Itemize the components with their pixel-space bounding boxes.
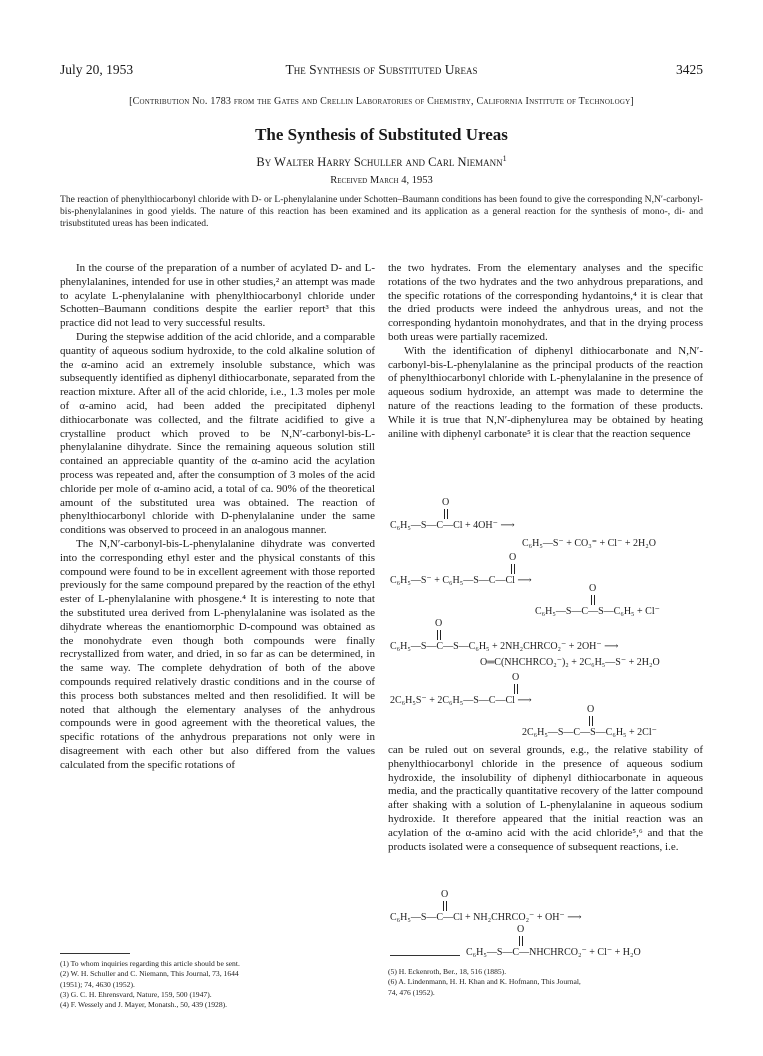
right-column (388, 262, 703, 441)
footnote: (4) F. Wessely and J. Mayer, Monatsh., 50, 439 (1928). (60, 1000, 228, 1010)
equation-5-rule (390, 955, 460, 956)
footnotes-right (388, 967, 581, 998)
carbonyl-oxygen: O (509, 552, 517, 563)
paragraph: During the stepwise addition of the acid chloride, and a comparable quantity of aqueous sodium hydroxide, to the cold alkaline solution of the α-amino acid an extremely insoluble substance, which was subsequently identified as diphenyl dithiocarbonate, separated from the reaction mixture. After all of the acid chloride, i.e., 1.3 moles per mole of α-amino acid, had been added the precipitated diphenyl dithiocarbonate was collected, and the filtrate acidified to give a crystalline product which proved to be N,N′-carbonyl-bis-L-phenylalanine dihydrate. Since the remaining aqueous solution still contained an appreciable quantity of the α-amino acid the acylation process was repeated and, after the consumption of 3 moles of the acid chloride per mole of α-amino acid, a total of ca. 90% of the theoretical amount of the substituted urea was obtained. The reaction of phenylthiocarbonyl chloride with D-phenylalanine under the same conditions was observed to proceed in an analogous manner. (60, 330, 375, 537)
footnote: (6) A. Lindenmann, H. H. Khan and K. Hofmann, This Journal, (388, 977, 581, 987)
equation-1-products: C₆H₅—S⁻ + CO₃⁼ + Cl⁻ + 2H₂O (522, 538, 656, 549)
left-column (60, 262, 375, 772)
equation-2-reactants: C₆H₅—S⁻ + C₆H₅—S—C—Cl ⟶ (390, 575, 532, 586)
equation-4-products: 2C₆H₅—S—C—S—C₆H₅ + 2Cl⁻ (522, 727, 657, 738)
carbonyl-oxygen: O (442, 497, 450, 508)
footnote: (3) G. C. H. Ehrensvard, Nature, 159, 500 (1947). (60, 989, 212, 999)
carbonyl-oxygen: O (441, 889, 449, 900)
carbonyl-oxygen: O (587, 704, 595, 715)
equation-1-reactants: C₆H₅—S—C—Cl + 4OH⁻ ⟶ (390, 520, 515, 531)
equation-3-reactants: C₆H₅—S—C—S—C₆H₅ + 2NH₂CHRCO₂⁻ + 2OH⁻ ⟶ (390, 641, 619, 652)
footnote: (1951); 74, 4630 (1952). (60, 979, 135, 989)
affiliation: [Contribution No. 1783 from the Gates and Crellin Laboratories of Chemistry, California Institute of Technology] (129, 96, 634, 107)
paragraph: the two hydrates. From the elementary analyses and the specific rotations of the two hydrates and the two anhydrous preparations, and the specific rotations of the corresponding hydantoins,⁴ it is clear that the dried products were indeed the anhydrous ureas, and not the corresponding hydantoin monohydrates, and that in the drying process both ureas were partially racemized. (388, 262, 703, 343)
footnote-rule (60, 953, 130, 954)
abstract: The reaction of phenylthiocarbonyl chloride with D- or L-phenylalanine under Schotten–Baumann conditions has been found to give the corresponding N,N′-carbonyl-bis-phenylalanines in good yields. The nature of this reaction has been examined and its application as a general reaction for the synthesis of mono-, di- and trisubstituted ureas has been indicated. (60, 194, 703, 229)
equation-5-reactants: C₆H₅—S—C—Cl + NH₂CHRCO₂⁻ + OH⁻ ⟶ (390, 912, 582, 923)
received-date: Received March 4, 1953 (330, 175, 433, 186)
authors (0, 154, 763, 170)
carbonyl-oxygen: O (589, 583, 597, 594)
equation-5-products: C₆H₅—S—C—NHCHRCO₂⁻ + Cl⁻ + H₂O (466, 947, 641, 958)
equation-4-reactants: 2C₆H₅S⁻ + 2C₆H₅—S—C—Cl ⟶ (390, 695, 532, 706)
page-number: 3425 (676, 62, 703, 77)
equation-3-products: O═C(NHCHRCO₂⁻)₂ + 2C₆H₅—S⁻ + 2H₂O (480, 657, 660, 668)
running-title: The Synthesis of Substituted Ureas (285, 62, 478, 77)
article-title: The Synthesis of Substituted Ureas (255, 125, 508, 144)
header-date: July 20, 1953 (60, 62, 134, 77)
footnote: (1) To whom inquiries regarding this article should be sent. (60, 959, 240, 968)
carbonyl-oxygen: O (512, 672, 520, 683)
carbonyl-oxygen: O (435, 618, 443, 629)
paragraph: With the identification of diphenyl dithiocarbonate and N,N′-carbonyl-bis-L-phenylalanine as the principal products of the reaction of phenylthiocarbonyl chloride with L-phenylalanine in the presence of aqueous sodium hydroxide, an attempt was made to determine the nature of the reactions leading to the formation of these products. While it is true that N,N′-diphenylurea may be obtained by heating aniline with diphenyl carbonate⁵ it is clear that the reaction sequence (388, 344, 703, 440)
paragraph: In the course of the preparation of a number of acylated D- and L-phenylalanines, intended for use in other studies,² an attempt was made to acylate L-phenylalanine with phenylthiocarbonyl chloride under Schotten–Baumann conditions despite the earlier report³ that this practice did not lead to very successful results. (60, 262, 375, 330)
paragraph: can be ruled out on several grounds, e.g., the relative stability of phenylthiocarbonyl chloride in the presence of aqueous sodium hydroxide, the insolubility of diphenyl dithiocarbonate in aqueous media, and the practically quantitative recovery of the latter compound after shaking with a solution of L-phenylalanine in aqueous sodium hydroxide. It therefore appeared that the initial reaction was an acylation of the α-amino acid with the acid chloride⁵,⁶ and that the products isolated were a consequence of subsequent reactions, i.e. (388, 744, 703, 853)
footnote: (5) H. Eckenroth, Ber., 18, 516 (1885). (388, 967, 507, 976)
footnotes-left (60, 959, 240, 1010)
author-names: By Walter Harry Schuller and Carl Niemann (256, 155, 503, 170)
footnote: (2) W. H. Schuller and C. Niemann, This Journal, 73, 1644 (60, 969, 239, 979)
paragraph: The N,N′-carbonyl-bis-L-phenylalanine dihydrate was converted into the corresponding ethyl ester and the physical constants of this compound were found to be in excellent agreement with those reported previously for the same compound prepared by the reaction of the ethyl ester of L-phenylalanine with phosgene.⁴ It is interesting to note that the substituted urea derived from L-phenylalanine was isolated as the dihydrate whereas the enantiomorphic D-compound was obtained as the monohydrate even though both compounds were finally recrystallized from water, and dried, in so far as can be determined, in the same way. The complete dehydration of both of the above compounds required relatively drastic conditions and in the course of this process both substances melted and then resolidified. It will be noted that although the elementary analyses of the anhydrous compounds were in good agreement with the theoretical values, the specific rotations of the anhydrous preparations not only were in disagreement with each other but also differed from the values calculated from the specific rotations of (60, 537, 375, 771)
author-footnote-mark: 1 (502, 154, 507, 163)
carbonyl-oxygen: O (517, 924, 525, 935)
footnote: 74, 476 (1952). (388, 987, 435, 997)
equation-2-products: C₆H₅—S—C—S—C₆H₅ + Cl⁻ (535, 606, 660, 617)
right-column-continued (388, 744, 703, 854)
